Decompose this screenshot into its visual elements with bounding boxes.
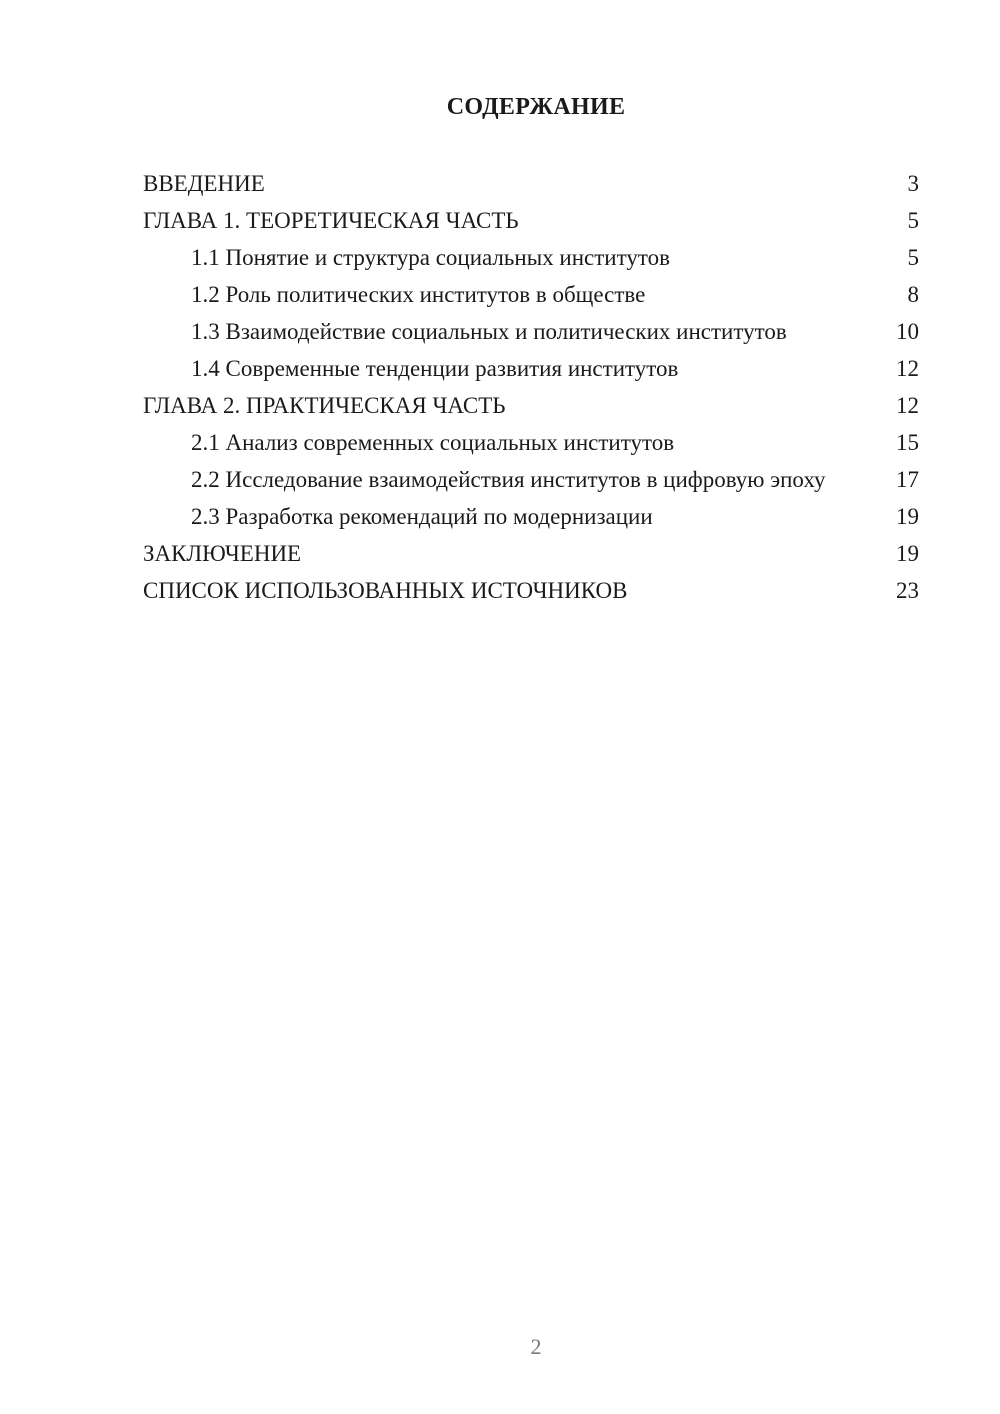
- table-of-contents: [143, 167, 919, 611]
- toc-section-entry: [143, 463, 919, 500]
- toc-chapter-entry: [143, 204, 919, 241]
- toc-entry-page: 3: [907, 171, 919, 196]
- toc-entry-label: СПИСОК ИСПОЛЬЗОВАННЫХ ИСТОЧНИКОВ: [143, 578, 628, 603]
- toc-section-entry: [143, 426, 919, 463]
- page-number: 2: [530, 1334, 542, 1359]
- toc-entry-label: 2.1 Анализ современных социальных институтов: [191, 430, 675, 455]
- toc-entry-label: 1.2 Роль политических институтов в обществе: [191, 282, 646, 307]
- toc-chapter-entry: [143, 389, 919, 426]
- toc-entry-page: 10: [896, 319, 919, 344]
- toc-entry-page: 15: [896, 430, 919, 455]
- toc-chapter-entry: [143, 574, 919, 611]
- toc-entry-page: 5: [907, 208, 919, 233]
- toc-section-entry: [143, 241, 919, 278]
- toc-entry-label: 2.3 Разработка рекомендаций по модернизации: [191, 504, 653, 529]
- toc-entry-page: 8: [907, 282, 919, 307]
- toc-entry-page: 5: [907, 245, 919, 270]
- toc-entry-label: 1.3 Взаимодействие социальных и политических институтов: [191, 319, 787, 344]
- toc-entry-label: 1.4 Современные тенденции развития институтов: [191, 356, 679, 381]
- toc-entry-page: 19: [896, 541, 919, 566]
- toc-entry-label: 2.2 Исследование взаимодействия институтов в цифровую эпоху: [191, 467, 826, 492]
- toc-entry-label: 1.1 Понятие и структура социальных институтов: [191, 245, 670, 270]
- toc-entry-page: 12: [896, 393, 919, 418]
- toc-section-entry: [143, 500, 919, 537]
- toc-entry-page: 23: [896, 578, 919, 603]
- toc-section-entry: [143, 278, 919, 315]
- page-title: СОДЕРЖАНИЕ: [446, 94, 626, 120]
- toc-entry-page: 12: [896, 356, 919, 381]
- toc-section-entry: [143, 315, 919, 352]
- toc-entry-page: 19: [896, 504, 919, 529]
- toc-entry-label: ВВЕДЕНИЕ: [143, 171, 265, 196]
- toc-chapter-entry: [143, 167, 919, 204]
- toc-chapter-entry: [143, 537, 919, 574]
- toc-section-entry: [143, 352, 919, 389]
- toc-entry-label: ЗАКЛЮЧЕНИЕ: [143, 541, 302, 566]
- toc-entry-label: ГЛАВА 1. ТЕОРЕТИЧЕСКАЯ ЧАСТЬ: [143, 208, 519, 233]
- toc-entry-page: 17: [896, 467, 919, 492]
- toc-entry-label: ГЛАВА 2. ПРАКТИЧЕСКАЯ ЧАСТЬ: [143, 393, 506, 418]
